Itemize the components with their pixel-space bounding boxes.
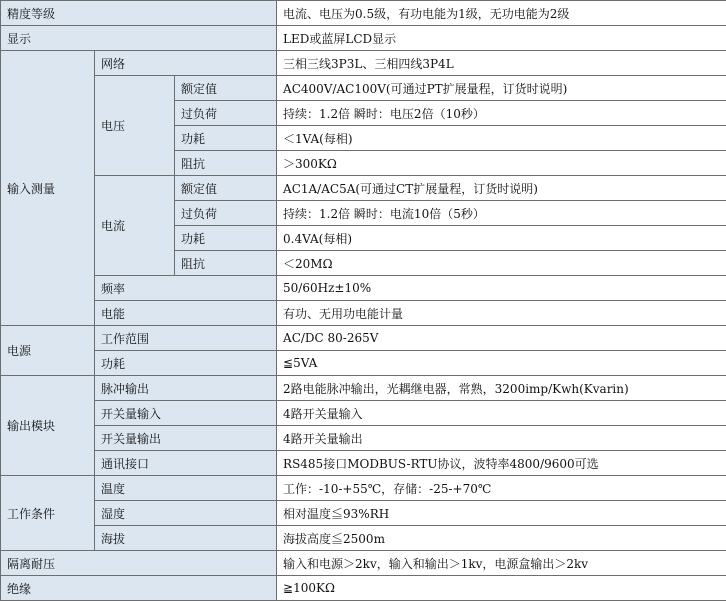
table-row <box>1 326 726 351</box>
row-label: 隔离耐压 <box>1 551 277 576</box>
row-label: 显示 <box>1 26 277 51</box>
item-label: 阻抗 <box>175 251 277 276</box>
table-row <box>1 376 726 401</box>
row-value: 4路开关量输出 <box>277 426 726 451</box>
item-label: 功耗 <box>175 126 277 151</box>
group-label: 输出模块 <box>1 376 95 476</box>
row-value: 50/60Hz±10% <box>277 276 726 301</box>
row-value: AC1A/AC5A(可通过CT扩展量程，订货时说明) <box>277 176 726 201</box>
row-value: LED或蓝屏LCD显示 <box>277 26 726 51</box>
table-row <box>1 176 726 201</box>
row-value: 有功、无用功电能计量 <box>277 301 726 326</box>
table-row <box>1 276 726 301</box>
row-value: 三相三线3P3L、三相四线3P4L <box>277 51 726 76</box>
group-label: 输入测量 <box>1 51 95 326</box>
sub-label: 开关量输入 <box>95 401 277 426</box>
table-row <box>1 1 726 26</box>
row-value: 海拔高度≦2500m <box>277 526 726 551</box>
table-row <box>1 451 726 476</box>
table-row <box>1 576 726 601</box>
row-value: AC/DC 80-265V <box>277 326 726 351</box>
sub-label: 工作范围 <box>95 326 277 351</box>
row-value: 持续：1.2倍 瞬时：电压2倍（10秒） <box>277 101 726 126</box>
table-row <box>1 351 726 376</box>
sub-label: 电能 <box>95 301 277 326</box>
row-value: 2路电能脉冲输出，光耦继电器，常熟，3200imp/Kwh(Kvarin) <box>277 376 726 401</box>
table-row <box>1 426 726 451</box>
sub-label: 通讯接口 <box>95 451 277 476</box>
row-value: ≦5VA <box>277 351 726 376</box>
table-row <box>1 301 726 326</box>
group-label: 工作条件 <box>1 476 95 551</box>
sub-label: 开关量输出 <box>95 426 277 451</box>
row-value: AC400V/AC100V(可通过PT扩展量程，订货时说明) <box>277 76 726 101</box>
item-label: 额定值 <box>175 176 277 201</box>
table-row <box>1 551 726 576</box>
table-row <box>1 476 726 501</box>
group-label: 电源 <box>1 326 95 376</box>
sub-label: 脉冲输出 <box>95 376 277 401</box>
row-label: 精度等级 <box>1 1 277 26</box>
subgroup-label: 电压 <box>95 76 175 176</box>
table-row <box>1 76 726 101</box>
row-value: 工作：-10-+55℃，存储：-25-+70℃ <box>277 476 726 501</box>
row-value: ＜1VA(每相) <box>277 126 726 151</box>
row-label: 绝缘 <box>1 576 277 601</box>
subgroup-label: 电流 <box>95 176 175 276</box>
table-row <box>1 51 726 76</box>
row-value: 持续：1.2倍 瞬时：电流10倍（5秒） <box>277 201 726 226</box>
row-value: 0.4VA(每相) <box>277 226 726 251</box>
sub-label: 频率 <box>95 276 277 301</box>
item-label: 阻抗 <box>175 151 277 176</box>
item-label: 功耗 <box>175 226 277 251</box>
table-row <box>1 401 726 426</box>
item-label: 额定值 <box>175 76 277 101</box>
row-value: 输入和电源＞2kv，输入和输出＞1kv，电源盒输出＞2kv <box>277 551 726 576</box>
sub-label: 湿度 <box>95 501 277 526</box>
row-value: ＜20MΩ <box>277 251 726 276</box>
table-row <box>1 501 726 526</box>
row-value: 相对温度≦93%RH <box>277 501 726 526</box>
sub-label: 网络 <box>95 51 277 76</box>
item-label: 过负荷 <box>175 201 277 226</box>
item-label: 过负荷 <box>175 101 277 126</box>
sub-label: 功耗 <box>95 351 277 376</box>
row-value: RS485接口MODBUS-RTU协议，波特率4800/9600可选 <box>277 451 726 476</box>
sub-label: 温度 <box>95 476 277 501</box>
row-value: ≧100KΩ <box>277 576 726 601</box>
table-row <box>1 526 726 551</box>
row-value: 4路开关量输入 <box>277 401 726 426</box>
row-value: 电流、电压为0.5级，有功电能为1级，无功电能为2级 <box>277 1 726 26</box>
row-value: ＞300KΩ <box>277 151 726 176</box>
table-row <box>1 26 726 51</box>
sub-label: 海拔 <box>95 526 277 551</box>
